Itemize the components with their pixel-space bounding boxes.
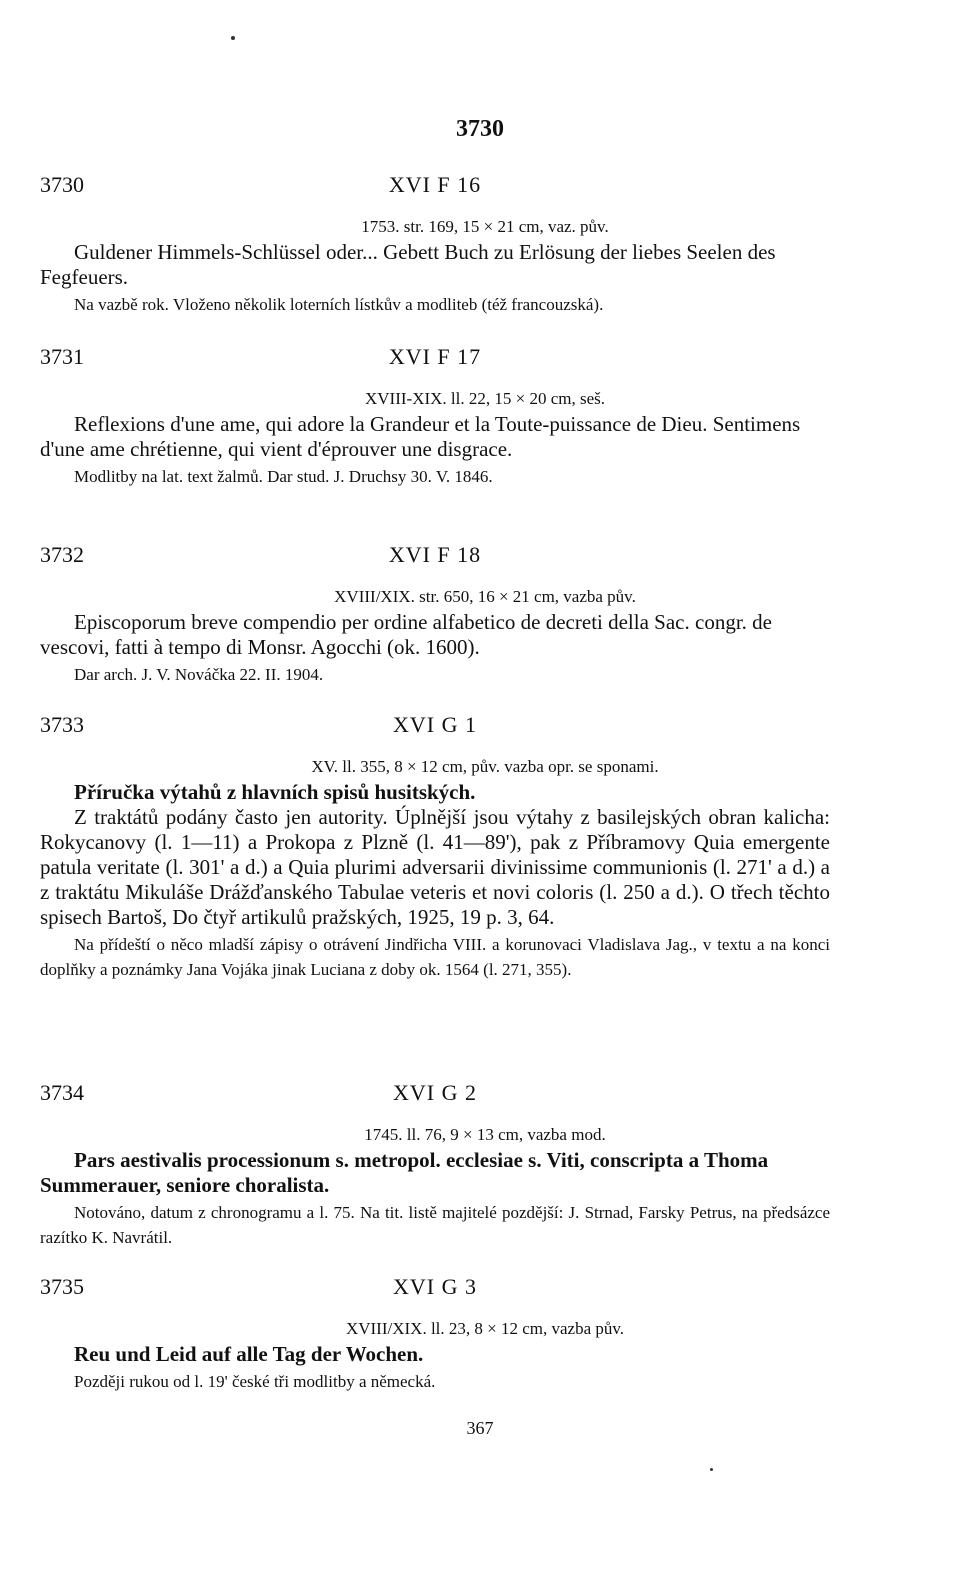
physical-description: 1753. str. 169, 15 × 21 cm, vaz. pův.: [361, 217, 609, 236]
entry-title: Pars aestivalis processionum s. metropol. ecclesiae s. Viti, conscripta a Thoma Summerauer, seniore choralista.: [40, 1148, 769, 1197]
speck-mark: [710, 1468, 713, 1471]
entry-note: Na vazbě rok. Vloženo několik loterních lístkův a modliteb (též francouzská).: [74, 295, 604, 314]
entry-note: Později rukou od l. 19' české tři modlitby a německá.: [74, 1372, 436, 1391]
catalog-entry-3733: [40, 712, 830, 982]
physical-description: XVIII/XIX. ll. 23, 8 × 12 cm, vazba pův.: [345, 1319, 625, 1338]
shelfmark: XVI F 17: [388, 344, 482, 369]
entry-title: Příručka výtahů z hlavních spisů husitských.: [74, 780, 476, 804]
catalog-entry-3731: [40, 344, 830, 489]
catalog-entry-3730: [40, 172, 830, 317]
entry-number: 3733: [40, 712, 84, 737]
speck-mark: [231, 36, 235, 40]
entry-note: Na přídeští o něco mladší zápisy o otrávení Jindřicha VIII. a korunovaci Vladislava Jag., v textu a na konci doplňky a poznámky Jana Vojáka jinak Luciana z doby ok. 1564 (l. 271, 355).: [40, 935, 830, 979]
physical-description: 1745. ll. 76, 9 × 13 cm, vazba mod.: [364, 1125, 606, 1144]
entry-number: 3734: [40, 1080, 84, 1105]
entry-title: Episcoporum breve compendio per ordine alfabetico de decreti della Sac. congr. de vescovi, fatti à tempo di Monsr. Agocchi (ok. 1600).: [40, 610, 772, 659]
entry-body: Z traktátů podány často jen autority. Úplnější jsou výtahy z basilejských obran kalicha: Rokycanovy (l. 1—11) a Prokopa z Plzně (l. 41—89'), pak z Příbramovy Quia emergente patula veritate (l. 301' a d.) a Quia plurimi adversarii divinissime communionis (l. 271' a d.) a z traktátu Mikuláše Drážďanského Tabulae veteris et novi coloris (l. 250 a d.). O třech těchto spisech Bartoš, Do čtyř artikulů pražských, 1925, 19 p. 3, 64.: [40, 805, 830, 929]
entry-title: Reu und Leid auf alle Tag der Wochen.: [74, 1342, 424, 1366]
entry-number: 3730: [40, 172, 84, 197]
shelfmark: XVI G 2: [393, 1080, 477, 1105]
entry-title: Reflexions d'une ame, qui adore la Grandeur et la Toute-puissance de Dieu. Sentimens d'une ame chrétienne, qui vient d'éprouver une disgrace.: [40, 412, 801, 461]
page-number: 367: [466, 1418, 494, 1438]
physical-description: XV. ll. 355, 8 × 12 cm, pův. vazba opr. se sponami.: [311, 757, 659, 776]
entry-number: 3731: [40, 344, 84, 369]
catalog-entry-3735: [40, 1274, 830, 1394]
shelfmark: XVI G 1: [393, 712, 477, 737]
shelfmark: XVI F 18: [388, 542, 482, 567]
catalog-entry-3732: [40, 542, 830, 687]
entry-note: Modlitby na lat. text žalmů. Dar stud. J. Druchsy 30. V. 1846.: [74, 467, 493, 486]
entry-note: Dar arch. J. V. Nováčka 22. II. 1904.: [74, 665, 324, 684]
entry-number: 3735: [40, 1274, 84, 1299]
entry-title: Guldener Himmels-Schlüssel oder... Gebett Buch zu Erlösung der liebes Seelen des Fegfeuers.: [40, 240, 776, 289]
catalog-entry-3734: [40, 1080, 830, 1250]
physical-description: XVIII/XIX. str. 650, 16 × 21 cm, vazba pův.: [334, 587, 636, 606]
shelfmark: XVI F 16: [388, 172, 482, 197]
shelfmark: XVI G 3: [393, 1274, 477, 1299]
entry-note: Notováno, datum z chronogramu a l. 75. Na tit. listě majitelé pozdější: J. Strnad, Farsky Petrus, na předsázce razítko K. Navrátil.: [40, 1203, 830, 1247]
entry-number: 3732: [40, 542, 84, 567]
physical-description: XVIII-XIX. ll. 22, 15 × 20 cm, seš.: [365, 389, 605, 408]
page-header-number: 3730: [456, 116, 504, 142]
